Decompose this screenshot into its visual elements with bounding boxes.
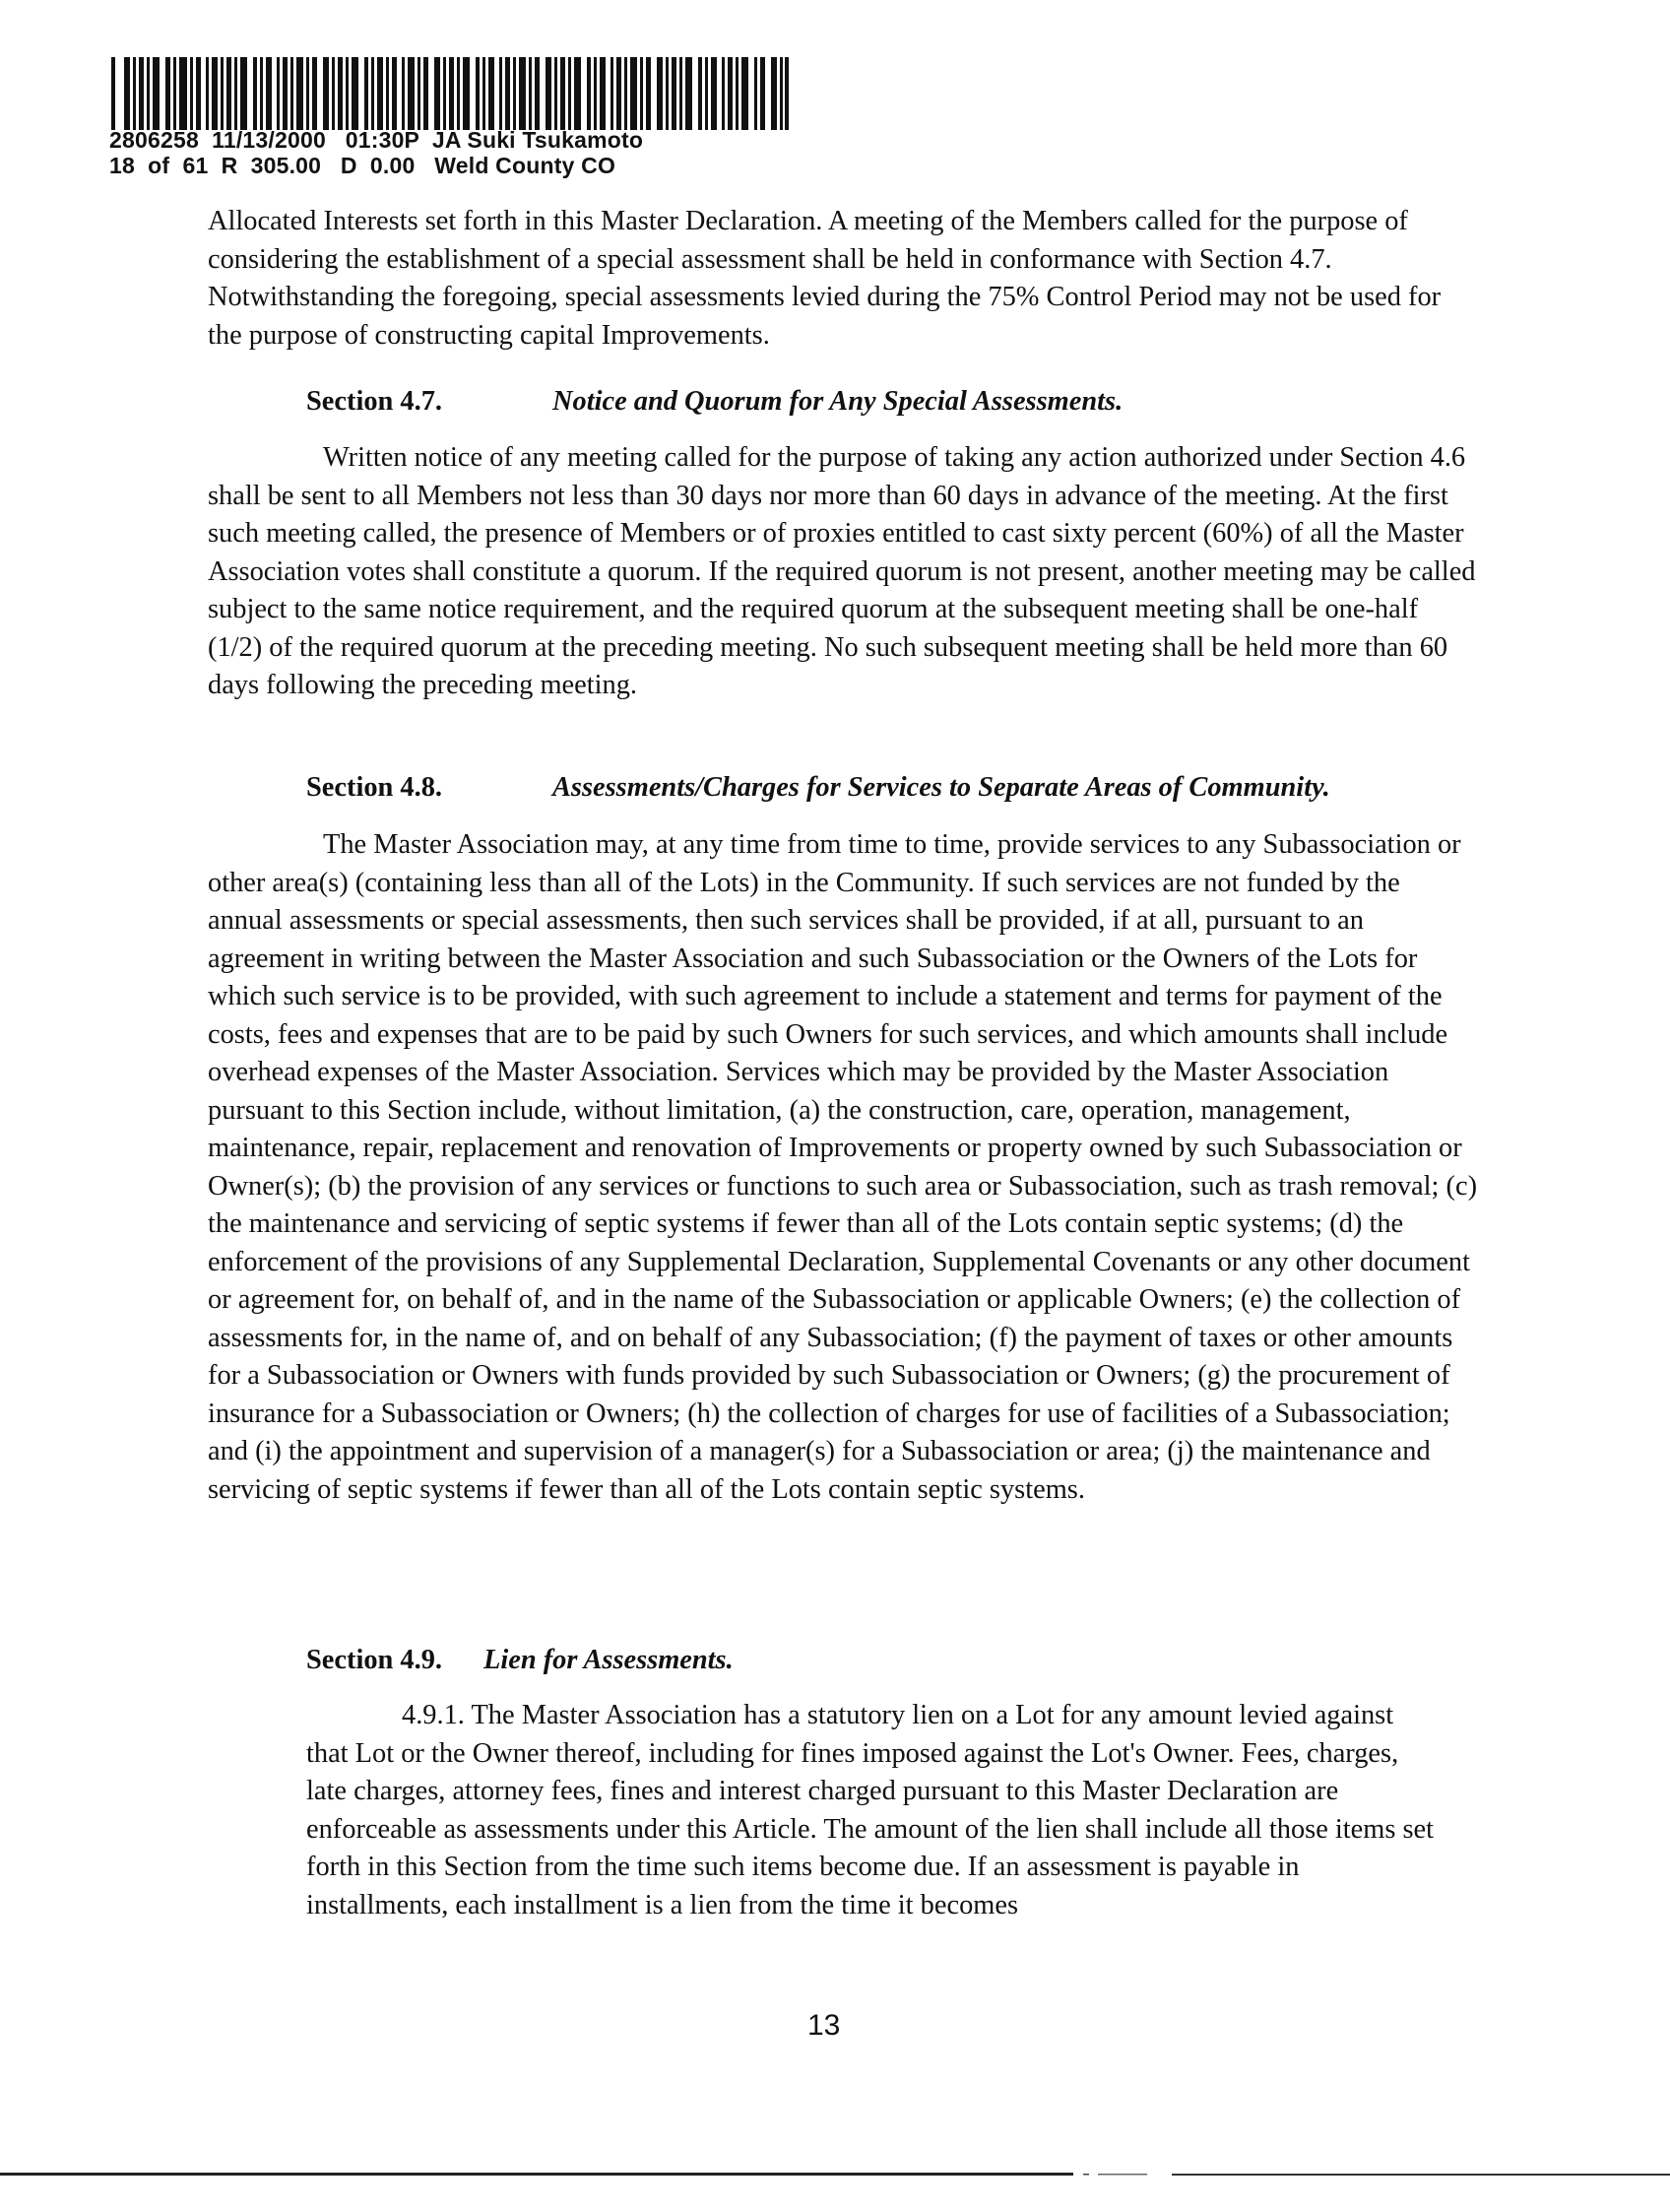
section-4-7-body: Written notice of any meeting called for the purpose of taking any action authorized under Section 4.6 shall be sent to all Members not less than 30 days nor more than 60 days in advance of the meeting. At the first such meeting called, the presence of Members or of proxies entitled to cast sixty percent (60%) of all the Master Association votes shall constitute a quorum. If the required quorum is not present, another meeting may be called subject to the same notice requirement, and the required quorum at the subsequent meeting shall be one-half (1/2) of the required quorum at the preceding meeting. No such subsequent meeting shall be held more than 60 days following the preceding meeting. [208,442,1476,700]
section-number: Section 4.7. [306,386,443,417]
section-4-9-body: 4.9.1. The Master Association has a statutory lien on a Lot for any amount levied against that Lot or the Owner thereof, including for fines imposed against the Lot's Owner. Fees, charges, late charges, attorney fees, fines and interest charged pursuant to this Master Declaration are enforceable as assessments under this Article. The amount of the lien shall include all those items set forth in this Section from the time such items become due. If an assessment is payable in installments, each installment is a lien from the time it becomes [306,1700,1435,1920]
section-title: Assessments/Charges for Services to Separate Areas of Community. [552,772,1330,803]
section-number: Section 4.9. [306,1645,443,1675]
section-4-8-body: The Master Association may, at any time from time to time, provide services to any Subassociation or other area(s) (containing less than all of the Lots) in the Community. If such services are not funded by the annual assessments or special assessments, then such services shall be provided, if at all, pursuant to an agreement in writing between the Master Association and such Subassociation or the Owners of the Lots for which such service is to be provided, with such agreement to include a statement and terms for payment of the costs, fees and expenses that are to be paid by such Owners for such services, and which amounts shall include overhead expenses of the Master Association. Services which may be provided by the Master Association pursuant to this Section include, without limitation, (a) the construction, care, operation, management, maintenance, repair, replacement and renovation of Improvements or property owned by such Subassociation or Owner(s); (b) the provision of any services or functions to such area or Subassociation, such as trash removal; (c) the maintenance and servicing of septic systems if fewer than all of the Lots contain septic systems; (d) the enforcement of the provisions of any Supplemental Declaration, Supplemental Covenants or any other document or agreement for, on behalf of, and in the name of the Subassociation or applicable Owners; (e) the collection of assessments for, in the name of, and on behalf of any Subassociation; (f) the payment of taxes or other amounts for a Subassociation or Owners with funds provided by such Subassociation or Owners; (g) the procurement of insurance for a Subassociation or Owners; (h) the collection of charges for use of facilities of a Subassociation; and (i) the appointment and supervision of a manager(s) for a Subassociation or area; (j) the maintenance and servicing of septic systems if fewer than all of the Lots contain septic systems. [208,829,1478,1505]
section-4-7-heading [306,383,1124,421]
recording-header-line2: 18 of 61 R 305.00 D 0.00 Weld County CO [109,153,616,178]
recording-header-line1: 2806258 11/13/2000 01:30P JA Suki Tsukamoto [109,127,644,153]
page-bottom-rule [0,2173,1670,2176]
continuation-paragraph: Allocated Interests set forth in this Master Declaration. A meeting of the Members called for the purpose of considering the establishment of a special assessment shall be held in conformance with Section 4.7. Notwithstanding the foregoing, special assessments levied during the 75% Control Period may not be used for the purpose of constructing capital Improvements. [208,206,1442,351]
section-title: Lien for Assessments. [483,1645,734,1675]
section-4-8-heading [306,769,1330,807]
barcode [109,57,789,130]
page-number: 13 [807,2009,841,2042]
section-4-9-heading [306,1642,734,1679]
section-title: Notice and Quorum for Any Special Assessments. [552,386,1124,417]
section-number: Section 4.8. [306,772,443,803]
